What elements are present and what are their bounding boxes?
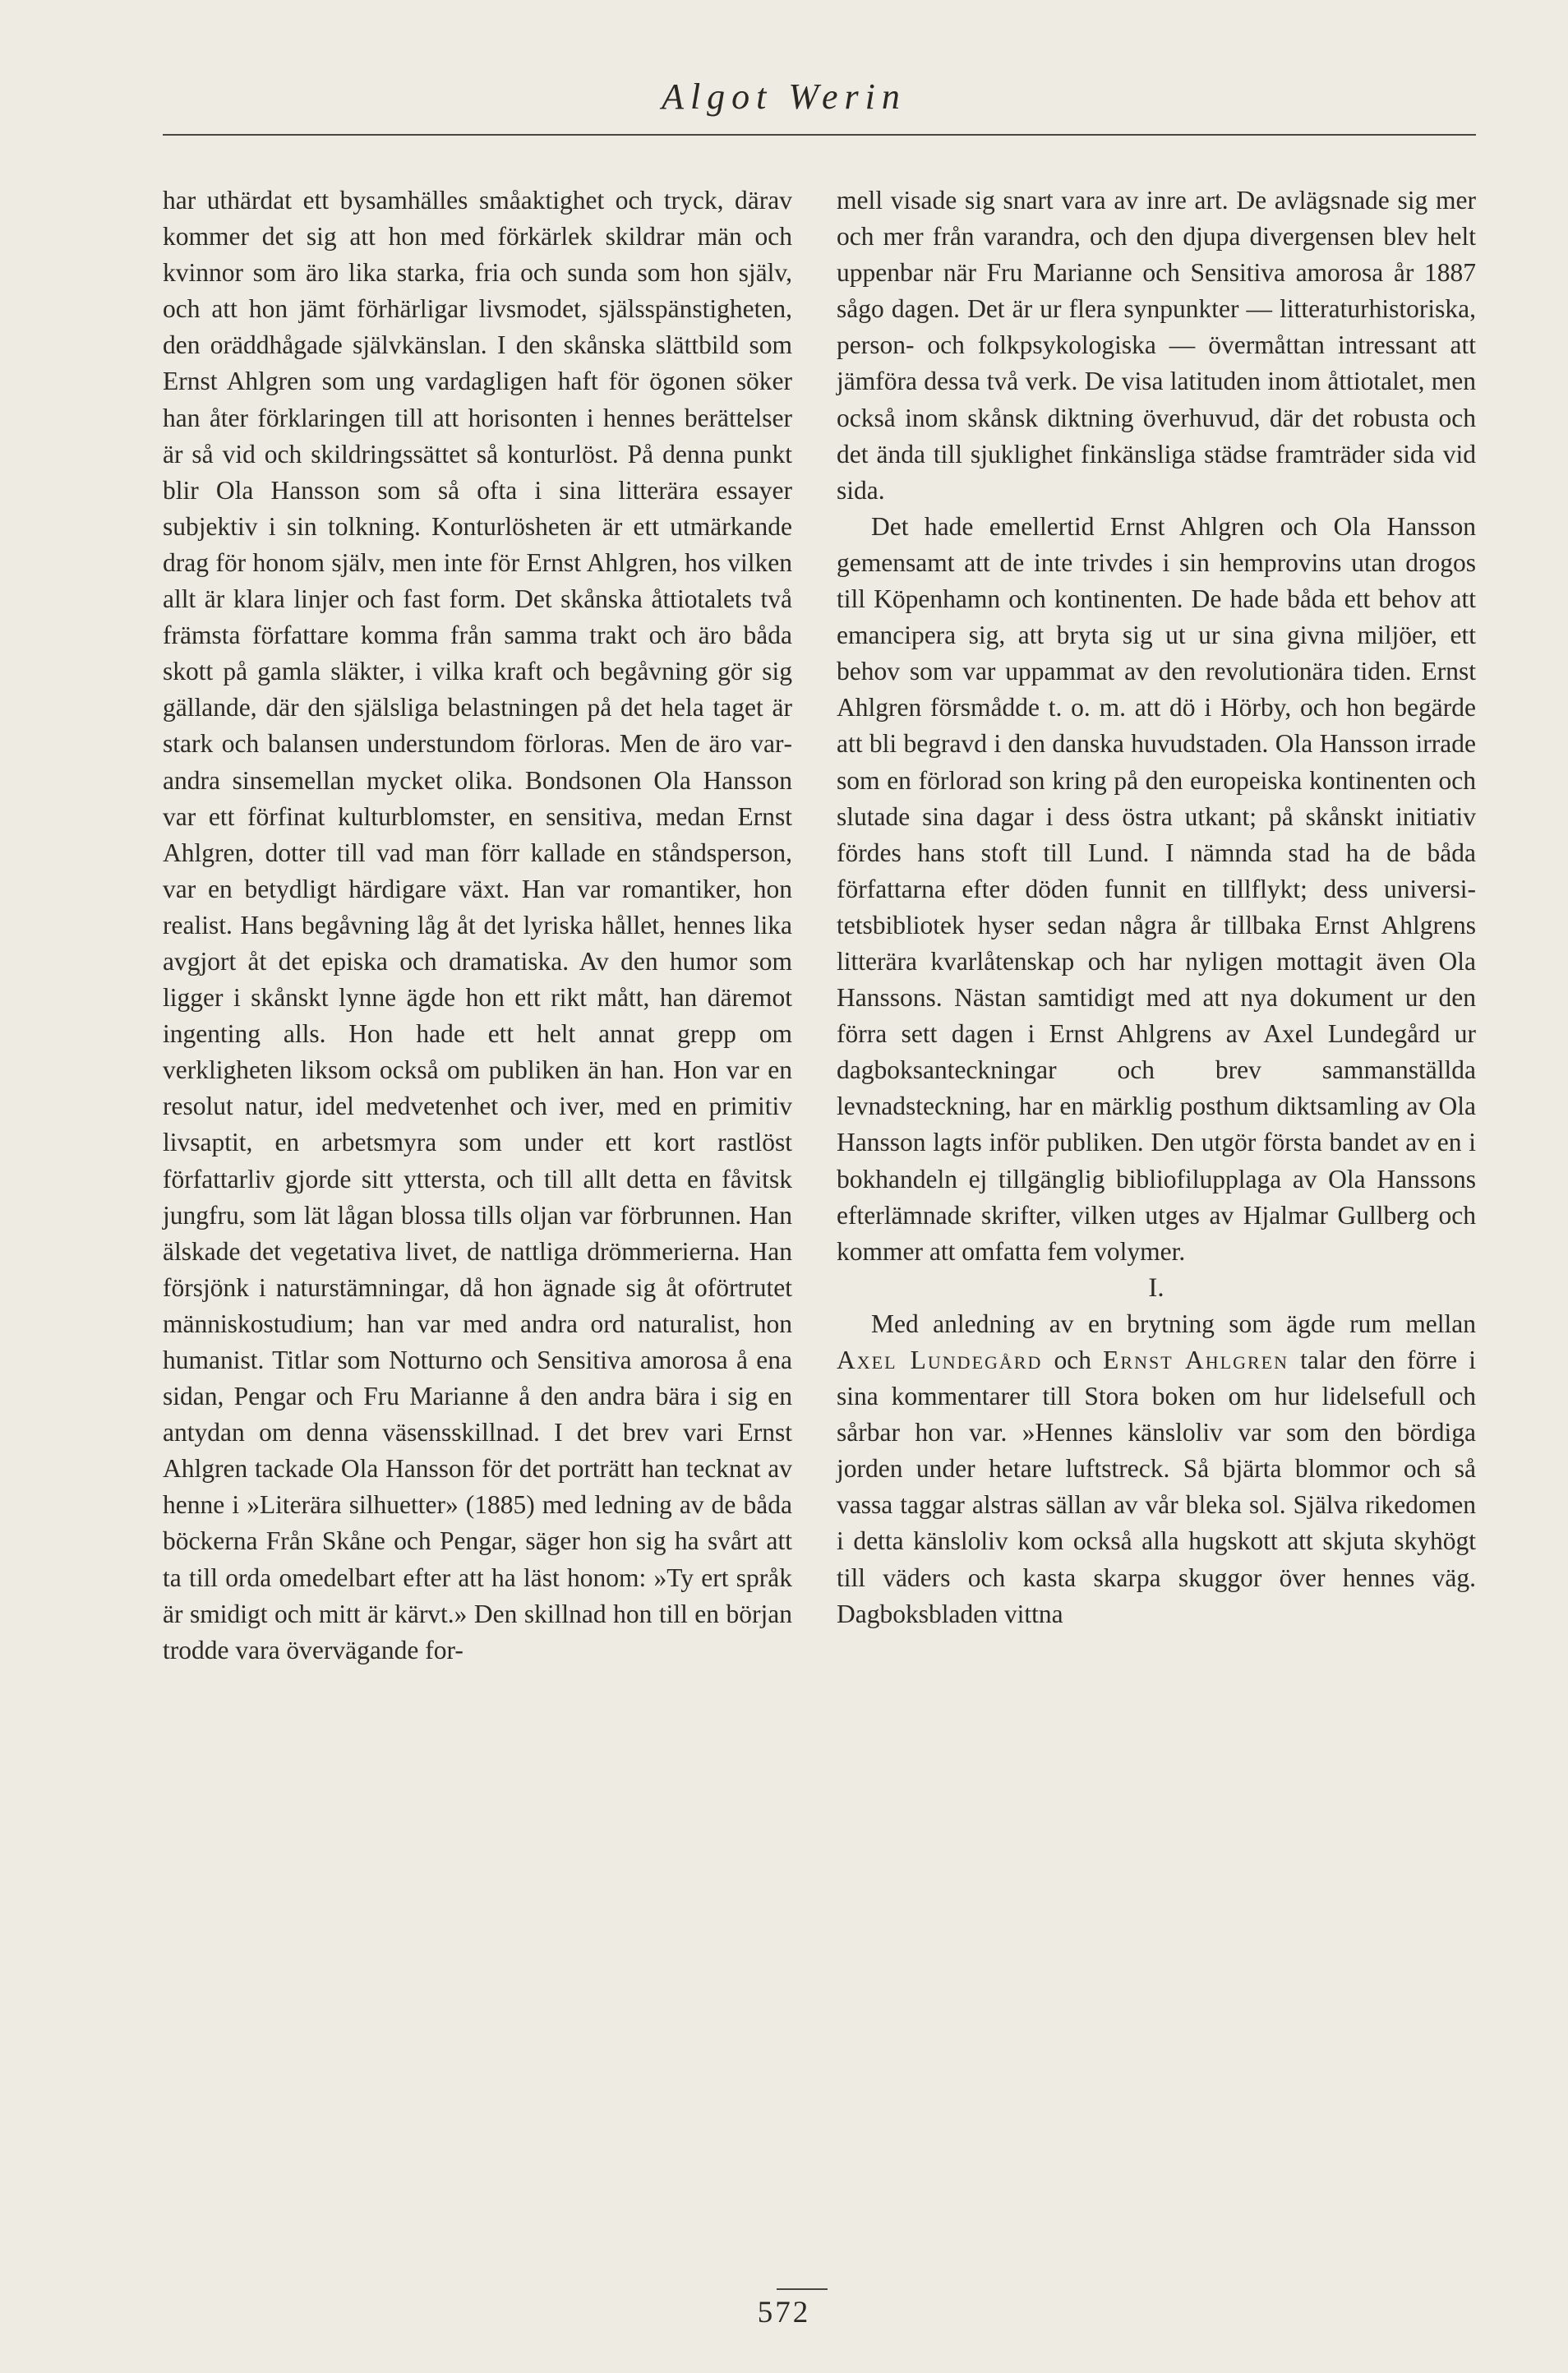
left-column xyxy=(163,182,792,1669)
left-paragraph-1: har uthärdat ett bysamhälles småaktighet och tryck, därav kommer det sig att hon med förkärlek skildrar män och kvinnor som äro lika starka, fria och sunda som hon själv, och att hon jämt förhärligar livsmodet, själsspänstigheten, den oräddhågade självkänslan. I den skånska slättbild som Ernst Ahlgren som ung vardagligen haft för ögonen söker han åter förklaringen till att horisonten i hennes berättelser är så vid och skildringssättet så konturlöst. På denna punkt blir Ola Hansson som så ofta i sina litterära essayer subjektiv i sin tolkning. Konturlösheten är ett utmärkande drag för honom själv, men inte för Ernst Ahlgren, hos vilken allt är klara linjer och fast form. Det skånska åttiotalets två främsta författare komma från samma trakt och äro båda skott på gamla släkter, i vilka kraft och begåvning gör sig gällande, där den själsliga belastningen på det hela taget är stark och balansen understundom förloras. Men de äro varandra sinsemellan mycket olika. Bondsonen Ola Hansson var ett förfinat kulturblomster, en sensitiva, medan Ernst Ahlgren, dotter till vad man förr kallade en ståndsperson, var en betydligt härdigare växt. Han var romantiker, hon realist. Hans begåvning låg åt det lyriska hållet, hennes lika avgjort åt det episka och dramatiska. Av den humor som ligger i skånskt lynne ägde hon ett rikt mått, han däremot ingenting alls. Hon hade ett helt annat grepp om verkligheten liksom också om publiken än han. Hon var en resolut natur, idel medvetenhet och iver, med en primitiv livsaptit, en arbetsmyra som under ett kort rastlöst författarliv gjorde sitt yttersta, och till allt detta en fåvitsk jungfru, som lät lågan blossa tills oljan var förbrunnen. Han älskade det vegetativa livet, de nattliga drömmerierna. Han försjönk i naturstämningar, då hon ägnade sig åt oförtrutet människostudium; han var med andra ord naturalist, hon humanist. Titlar som Notturno och Sensitiva amorosa å ena sidan, Pengar och Fru Marianne å den andra bära i sig en antydan om denna väsensskillnad. I det brev vari Ernst Ahlgren tackade Ola Hansson för det porträtt han tecknat av henne i »Literära silhuetter» (1885) med ledning av de båda böckerna Från Skåne och Pengar, säger hon sig ha svårt att ta till orda omedelbart efter att ha läst honom: »Ty ert språk är smidigt och mitt är kärvt.» Den skillnad hon till en början trodde vara övervägande for- xyxy=(163,186,792,1664)
folio-rule xyxy=(777,2288,828,2290)
p3-text-before: Med anledning av en brytning som ägde rum mellan xyxy=(871,1309,1476,1338)
right-column xyxy=(837,182,1476,1632)
author-name-lundegard: Axel Lundegård xyxy=(837,1346,1043,1374)
section-numeral: I. xyxy=(1148,1272,1164,1303)
right-paragraph-3 xyxy=(837,1306,1476,1632)
page-number: 572 xyxy=(757,2296,811,2329)
running-head: Algot Werin xyxy=(662,76,906,117)
right-paragraph-2: Det hade emellertid Ernst Ahlgren och Ola Hansson gemensamt att de inte trivdes i sin hemprovins utan drogos till Köpenhamn och kontinenten. De hade båda ett behov att emancipera sig, att bryta sig ut ur sina givna miljöer, ett behov som var uppammat av den revolutionära tiden. Ernst Ahlgren försmådde t. o. m. att dö i Hörby, och hon begärde att bli begravd i den danska huvudstaden. Ola Hansson irrade som en förlorad son kring på den europeiska kontinenten och slutade sina dagar i dess östra utkant; på skånskt initiativ fördes hans stoft till Lund. I nämnda stad ha de båda författarna efter döden funnit en tillflykt; dess universitetsbibliotek hyser sedan några år tillbaka Ernst Ahlgrens litterära kvarlåtenskap och har nyligen mottagit även Ola Hanssons. Nästan samtidigt med att nya dokument ur den förra sett dagen i Ernst Ahlgrens av Axel Lundegård ur dagboksanteckningar och brev sammanställda levnadsteckning, har en märklig posthum diktsamling av Ola Hansson lagts inför publiken. Den utgör första bandet av en i bokhandeln ej tillgänglig bibliofilupplaga av Ola Hanssons efterlämnade skrifter, vilken utges av Hjalmar Gullberg och kommer att omfatta fem volymer. xyxy=(837,511,1476,1266)
author-name-ahlgren: Ernst Ahlgren xyxy=(1103,1346,1289,1374)
right-paragraph-1: mell visade sig snart vara av inre art. De avlägsnade sig mer och mer från varandra, och den djupa divergensen blev helt uppenbar när Fru Marianne och Sensitiva amorosa år 1887 sågo dagen. Det är ur flera synpunkter — litteraturhistoriska, person- och folkpsykologiska — övermåttan intressant att jämföra dessa två verk. De visa latituden inom åttiotalet, men också inom skånsk diktning överhuvud, där det robusta och det ända till sjuklighet finkänsliga städse framträder sida vid sida. xyxy=(837,186,1476,505)
header-rule xyxy=(163,134,1476,136)
p3-text-mid: och xyxy=(1054,1346,1091,1374)
p3-text-after: talar den förre i sina kommentarer till Stora boken om hur lidelsefull och sårbar hon var. »Hennes känsloliv var som den bördiga jorden under hetare luftstreck. Så bjärta blommor och så vassa taggar alstras sällan av vår bleka sol. Själva rikedomen i detta känsloliv kom också alla hugskott att skjuta skyhögt till väders och kasta skarpa skuggor över hennes väg. Dagboksbladen vittna xyxy=(837,1346,1477,1628)
